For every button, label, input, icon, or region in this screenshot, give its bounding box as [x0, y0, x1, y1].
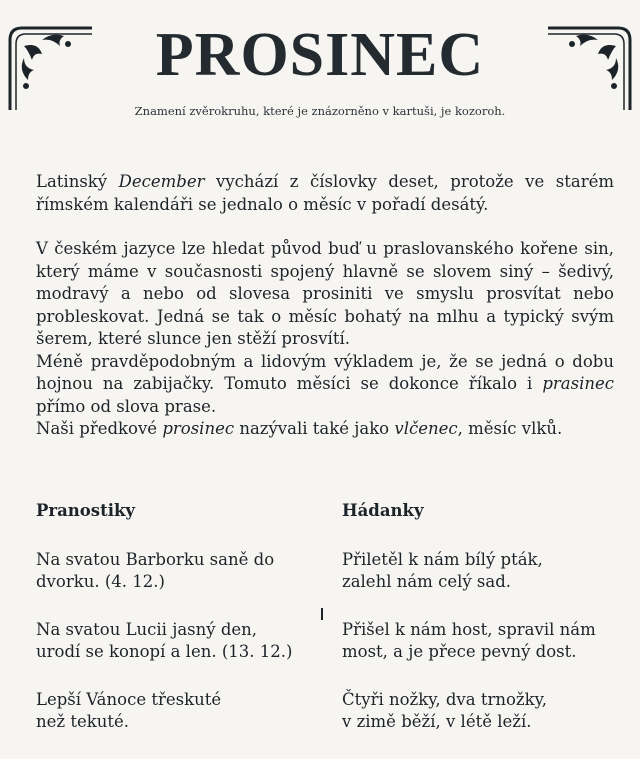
ancestors-text: Naši předkové prosinec nazývali také jako vlčenec, měsíc vlků.: [36, 419, 563, 438]
intro-paragraph-1: Latinský December vychází z číslovky deset, protože ve starém římském kalendáři se jednalo o měsíc v pořadí desátý.: [36, 172, 614, 214]
pranostiky-column: [36, 500, 306, 759]
origin-text: V českém jazyce lze hledat původ buď u praslovanského kořene sin, který máme v současnosti spojený hlavně se slovem siný – šedivý, modravý a nebo od slovesa prosiniti ve smyslu prosvítat nebo probleskovat. Jedná se tak o měsíc bohatý na mlhu a typický svým šerem, které slunce jen stěží prosvítí.: [36, 239, 614, 348]
pranostiky-heading: Pranostiky: [36, 501, 135, 520]
pranostika-item: Na svatou Lucii jasný den, urodí se konopí a len. (13. 12.): [36, 619, 293, 661]
intro-paragraph-2: [36, 238, 614, 441]
page-subtitle: Znamení zvěrokruhu, které je znázorněno v kartuši, je kozoroh.: [134, 104, 506, 118]
pranostika-item: Na svatou Barborku saně do dvorku. (4. 12.): [36, 549, 275, 591]
hadanka-item: Přiletěl k nám bílý pták, zalehl nám celý sad.: [342, 549, 543, 591]
pranostika-item: Lepší Vánoce třeskuté než tekuté.: [36, 689, 222, 731]
folk-text: Méně pravděpodobným a lidovým výkladem je, že se jedná o dobu hojnou na zabijačky. Tomuto měsíci se dokonce říkalo i prasinec přímo od slova prase.: [36, 351, 614, 416]
hadanka-item: Čtyři nožky, dva trnožky, v zimě běží, v létě leží.: [342, 689, 547, 731]
column-divider-mark: [321, 608, 323, 620]
hadanka-item: Přišel k nám host, spravil nám most, a je přece pevný dost.: [342, 619, 596, 661]
page-title: PROSINEC: [155, 21, 485, 89]
hadanky-column: [342, 500, 608, 759]
hadanky-heading: Hádanky: [342, 501, 424, 520]
